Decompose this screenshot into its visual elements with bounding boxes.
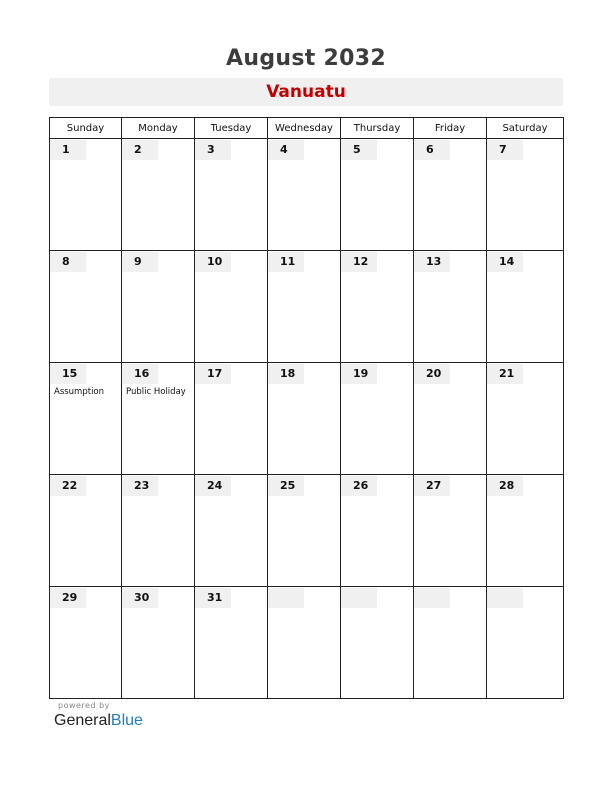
day-cell[interactable] xyxy=(122,251,195,363)
day-number: 19 xyxy=(341,364,377,384)
week-row xyxy=(50,587,564,699)
day-number xyxy=(414,588,450,608)
day-number: 31 xyxy=(195,588,231,608)
week-row xyxy=(50,251,564,363)
day-cell xyxy=(414,587,487,699)
calendar-grid xyxy=(49,117,564,699)
day-number: 16 xyxy=(122,364,158,384)
day-cell[interactable] xyxy=(50,251,122,363)
day-number: 28 xyxy=(487,476,523,496)
day-number: 27 xyxy=(414,476,450,496)
day-number: 5 xyxy=(341,140,377,160)
day-number: 18 xyxy=(268,364,304,384)
day-cell xyxy=(487,587,564,699)
day-number xyxy=(487,588,523,608)
day-number: 4 xyxy=(268,140,304,160)
day-cell[interactable] xyxy=(195,475,268,587)
weekday-saturday: Saturday xyxy=(487,118,564,139)
day-cell[interactable] xyxy=(487,475,564,587)
day-number: 9 xyxy=(122,252,158,272)
day-cell[interactable] xyxy=(195,139,268,251)
day-number: 23 xyxy=(122,476,158,496)
day-number: 3 xyxy=(195,140,231,160)
holiday-label: Public Holiday xyxy=(126,387,186,397)
weekday-wednesday: Wednesday xyxy=(268,118,341,139)
day-number: 30 xyxy=(122,588,158,608)
day-number: 13 xyxy=(414,252,450,272)
weekday-monday: Monday xyxy=(122,118,195,139)
day-number: 1 xyxy=(50,140,86,160)
day-number xyxy=(341,588,377,608)
week-row xyxy=(50,475,564,587)
day-cell xyxy=(268,587,341,699)
day-number: 25 xyxy=(268,476,304,496)
day-number: 10 xyxy=(195,252,231,272)
day-number: 7 xyxy=(487,140,523,160)
brand-blue-text: Blue xyxy=(110,712,143,729)
day-cell[interactable] xyxy=(122,475,195,587)
day-number: 24 xyxy=(195,476,231,496)
day-cell[interactable] xyxy=(341,475,414,587)
weekday-header-row xyxy=(50,118,564,139)
day-cell[interactable] xyxy=(414,139,487,251)
day-cell[interactable] xyxy=(341,251,414,363)
day-number: 12 xyxy=(341,252,377,272)
day-cell[interactable] xyxy=(50,363,122,475)
day-cell[interactable] xyxy=(487,363,564,475)
day-number: 6 xyxy=(414,140,450,160)
day-cell[interactable] xyxy=(50,139,122,251)
generalblue-logo[interactable] xyxy=(54,712,143,730)
day-number: 8 xyxy=(50,252,86,272)
country-banner xyxy=(49,78,563,106)
week-row xyxy=(50,363,564,475)
day-cell[interactable] xyxy=(341,139,414,251)
calendar-title: August 2032 xyxy=(226,46,386,71)
day-cell xyxy=(341,587,414,699)
powered-by-label: powered by xyxy=(58,701,110,710)
day-cell[interactable] xyxy=(487,139,564,251)
day-number: 15 xyxy=(50,364,86,384)
weekday-thursday: Thursday xyxy=(341,118,414,139)
day-cell[interactable] xyxy=(414,475,487,587)
day-cell[interactable] xyxy=(195,251,268,363)
weekday-tuesday: Tuesday xyxy=(195,118,268,139)
week-row xyxy=(50,139,564,251)
weekday-sunday: Sunday xyxy=(50,118,122,139)
day-cell[interactable] xyxy=(122,139,195,251)
day-number: 26 xyxy=(341,476,377,496)
brand-general-text: General xyxy=(54,712,111,729)
day-number: 11 xyxy=(268,252,304,272)
day-cell[interactable] xyxy=(122,587,195,699)
day-number: 14 xyxy=(487,252,523,272)
day-cell[interactable] xyxy=(268,139,341,251)
day-cell[interactable] xyxy=(487,251,564,363)
day-number: 2 xyxy=(122,140,158,160)
day-number: 17 xyxy=(195,364,231,384)
day-cell[interactable] xyxy=(268,363,341,475)
day-cell[interactable] xyxy=(414,363,487,475)
day-cell[interactable] xyxy=(195,587,268,699)
day-cell[interactable] xyxy=(50,475,122,587)
day-cell[interactable] xyxy=(195,363,268,475)
day-cell[interactable] xyxy=(414,251,487,363)
day-cell[interactable] xyxy=(122,363,195,475)
day-cell[interactable] xyxy=(50,587,122,699)
day-cell[interactable] xyxy=(268,475,341,587)
country-name: Vanuatu xyxy=(266,82,346,102)
day-number: 29 xyxy=(50,588,86,608)
day-number: 22 xyxy=(50,476,86,496)
holiday-label: Assumption xyxy=(54,387,105,397)
day-number: 21 xyxy=(487,364,523,384)
calendar-body xyxy=(50,139,564,699)
weekday-friday: Friday xyxy=(414,118,487,139)
day-number xyxy=(268,588,304,608)
day-cell[interactable] xyxy=(341,363,414,475)
day-number: 20 xyxy=(414,364,450,384)
day-cell[interactable] xyxy=(268,251,341,363)
